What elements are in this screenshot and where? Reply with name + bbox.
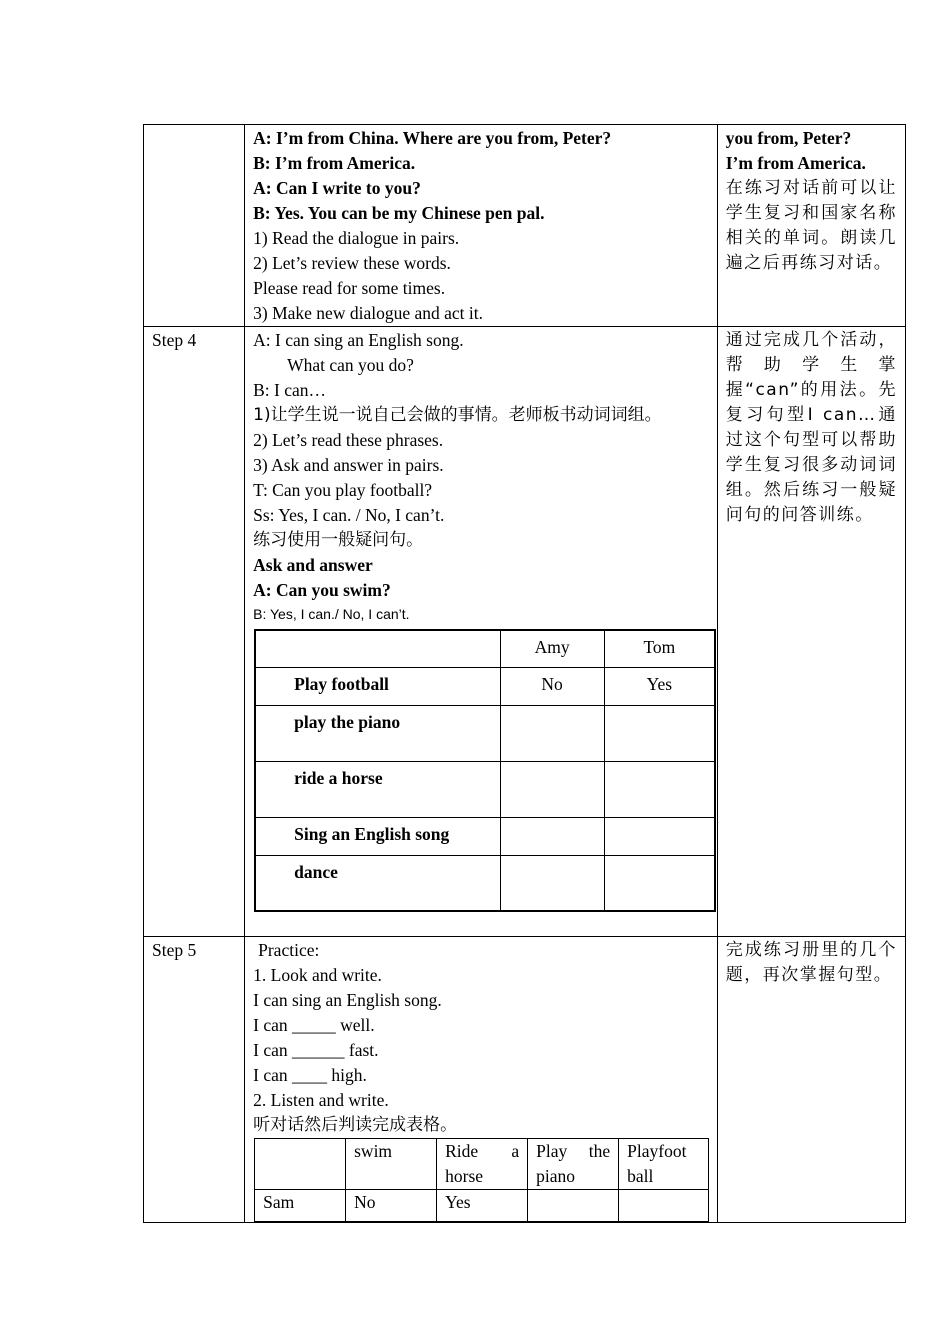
listening-header-cell: Playfoot ball xyxy=(619,1139,709,1190)
step-label: Step 5 xyxy=(152,940,197,960)
survey-value xyxy=(604,855,715,911)
note-line: you from, Peter? xyxy=(725,128,852,148)
survey-value xyxy=(500,817,604,855)
procedure-line: I can sing an English song. xyxy=(253,990,442,1010)
survey-activity: Sing an English song xyxy=(255,817,500,855)
procedure-line: B: Yes, I can./ No, I can’t. xyxy=(253,606,410,622)
survey-value xyxy=(604,705,715,761)
procedure-line: 2) Let’s read these phrases. xyxy=(253,430,444,450)
survey-activity: Play football xyxy=(255,667,500,705)
step-cell xyxy=(144,327,245,937)
step-label: Step 4 xyxy=(152,330,197,350)
procedure-line: I can _____ well. xyxy=(253,1015,375,1035)
survey-header-cell: Amy xyxy=(500,630,604,667)
procedure-heading: Ask and answer xyxy=(253,555,373,575)
step-cell-empty xyxy=(144,125,245,327)
dialogue-line: A: Can I write to you? xyxy=(253,178,421,198)
survey-value xyxy=(604,761,715,817)
procedure-cell xyxy=(245,937,718,1223)
note-text: 完成练习册里的几个题，再次掌握句型。 xyxy=(725,940,897,985)
listening-cell: Sam xyxy=(255,1190,346,1222)
survey-value xyxy=(500,855,604,911)
procedure-line: 2. Listen and write. xyxy=(253,1090,389,1110)
listening-cell: No xyxy=(346,1190,437,1222)
listening-header-cell: Ride a horse xyxy=(437,1139,528,1190)
listening-header-row xyxy=(255,1139,709,1190)
procedure-line: Please read for some times. xyxy=(253,278,446,298)
survey-value xyxy=(500,761,604,817)
procedure-line: Ss: Yes, I can. / No, I can’t. xyxy=(253,505,445,525)
survey-row xyxy=(255,761,715,817)
note-text: 在练习对话前可以让学生复习和国家名称相关的单词。朗读几遍之后再练习对话。 xyxy=(725,178,897,273)
survey-header-row xyxy=(255,630,715,667)
procedure-line: I can ______ fast. xyxy=(253,1040,379,1060)
step-cell xyxy=(144,937,245,1223)
dialogue-line: A: I’m from China. Where are you from, Peter? xyxy=(253,128,612,148)
survey-activity: dance xyxy=(255,855,500,911)
survey-value xyxy=(604,817,715,855)
procedure-line: 3) Make new dialogue and act it. xyxy=(253,303,483,323)
procedure-line: 2) Let’s review these words. xyxy=(253,253,451,273)
procedure-line: 听对话然后判读完成表格。 xyxy=(253,1115,458,1135)
procedure-line: A: Can you swim? xyxy=(253,580,391,600)
survey-activity: play the piano xyxy=(255,705,500,761)
procedure-line: What can you do? xyxy=(287,355,414,375)
note-cell xyxy=(717,327,905,937)
listening-table xyxy=(254,1138,709,1222)
note-cell xyxy=(717,937,905,1223)
listening-header-cell xyxy=(255,1139,346,1190)
note-line: I’m from America. xyxy=(725,153,866,173)
survey-activity: ride a horse xyxy=(255,761,500,817)
row-dialogue xyxy=(144,125,906,327)
procedure-line: 1) Read the dialogue in pairs. xyxy=(253,228,460,248)
note-text: 通过完成几个活动，帮助学生掌握“can”的用法。先复习句型I can…通过这个句型可以帮助学生复习很多动词词组。然后练习一般疑问句的问答训练。 xyxy=(725,330,897,525)
listening-cell: Yes xyxy=(437,1190,528,1222)
procedure-cell xyxy=(245,327,718,937)
survey-value xyxy=(500,705,604,761)
survey-header-cell: Tom xyxy=(604,630,715,667)
survey-value: Yes xyxy=(604,667,715,705)
procedure-line: 练习使用一般疑问句。 xyxy=(253,530,424,550)
procedure-heading: Practice: xyxy=(258,940,320,960)
dialogue-line: B: I’m from America. xyxy=(253,153,416,173)
procedure-line: 3) Ask and answer in pairs. xyxy=(253,455,444,475)
survey-row xyxy=(255,855,715,911)
procedure-line: I can ____ high. xyxy=(253,1065,367,1085)
procedure-line: T: Can you play football? xyxy=(253,480,433,500)
row-step-5 xyxy=(144,937,906,1223)
listening-row xyxy=(255,1190,709,1222)
procedure-line: 1. Look and write. xyxy=(253,965,382,985)
listening-cell xyxy=(528,1190,619,1222)
listening-header-cell: swim xyxy=(346,1139,437,1190)
survey-row xyxy=(255,705,715,761)
survey-row xyxy=(255,667,715,705)
survey-header-cell xyxy=(255,630,500,667)
survey-row xyxy=(255,817,715,855)
procedure-line: B: I can… xyxy=(253,380,327,400)
survey-value: No xyxy=(500,667,604,705)
procedure-line: 1)让学生说一说自己会做的事情。老师板书动词词组。 xyxy=(253,405,662,425)
procedure-cell xyxy=(245,125,718,327)
procedure-line: A: I can sing an English song. xyxy=(253,330,464,350)
lesson-plan-table xyxy=(143,124,906,1223)
note-cell xyxy=(717,125,905,327)
row-step-4 xyxy=(144,327,906,937)
listening-cell xyxy=(619,1190,709,1222)
dialogue-line: B: Yes. You can be my Chinese pen pal. xyxy=(253,203,545,223)
listening-header-cell: Play the piano xyxy=(528,1139,619,1190)
survey-table xyxy=(254,629,716,912)
